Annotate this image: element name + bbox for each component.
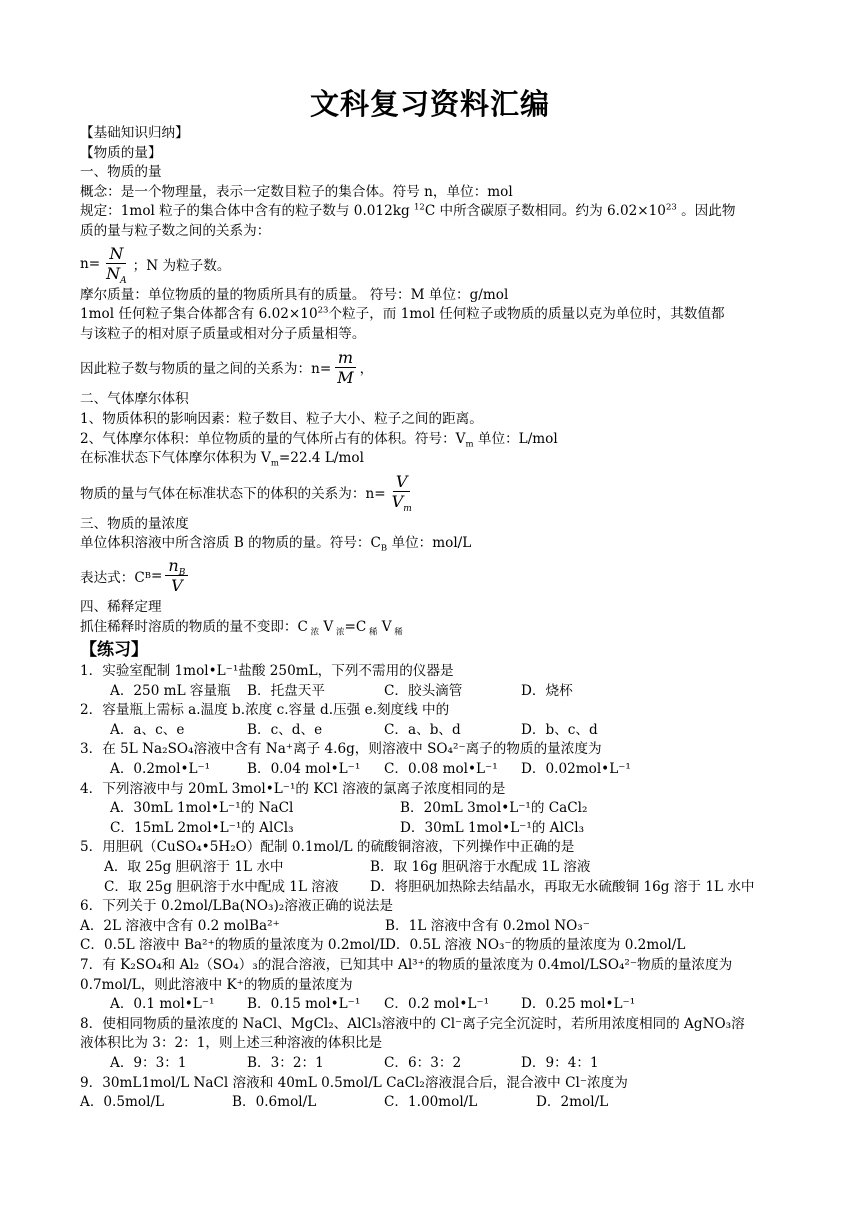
fraction-m-M: $\frac{m}{M}$ xyxy=(334,348,356,387)
question-1: 1．实验室配制 1mol•L⁻¹盐酸 250mL，下列不需用的仪器是 xyxy=(80,663,454,680)
option: B．0.6mol/L xyxy=(232,1094,317,1111)
option: B．取 16g 胆矾溶于水配成 1L 溶液 xyxy=(370,859,591,876)
fraction-v-vm: $\frac{V}{V_m}$ xyxy=(391,472,412,515)
document-title: 文科复习资料汇编 xyxy=(309,87,550,121)
question-5-options xyxy=(80,858,780,897)
option: D．9：4：1 xyxy=(521,1054,599,1071)
question-6-options xyxy=(80,917,780,956)
section-4-title: 四、稀释定理 xyxy=(80,598,162,615)
formula-m-over-M: 因此粒子数与物质的量之间的关系为：n= $\frac{m}{M}$ ， xyxy=(80,347,374,387)
question-1-options xyxy=(80,682,780,702)
option: A．30mL 1mol•L⁻¹的 NaCl xyxy=(110,800,294,817)
option: B．1L 溶液中含有 0.2mol NO₃⁻ xyxy=(385,917,590,934)
section-3-title: 三、物质的量浓度 xyxy=(80,515,189,532)
gas-molar-volume-line: 2、气体摩尔体积：单位物质的量的气体所占有的体积。符号：$V_m$ 单位：L/mol xyxy=(80,430,558,450)
option: D．30mL 1mol•L⁻¹的 AlCl₃ xyxy=(400,819,585,836)
option: A．2L 溶液中含有 0.2 molBa²⁺ xyxy=(80,917,280,934)
option: A．0.1 mol•L⁻¹ xyxy=(110,996,215,1013)
heading-basic-knowledge: 【基础知识归纳】 xyxy=(80,125,189,141)
option: D．0.25 mol•L⁻¹ xyxy=(521,996,636,1013)
question-8-line-2: 液体积比为 3：2：1，则上述三种溶液的体积比是 xyxy=(80,1035,383,1052)
option: C．0.08 mol•L⁻¹ xyxy=(384,761,498,778)
option: A．9：3：1 xyxy=(110,1054,187,1071)
question-2: 2．容量瓶上需标 a.温度 b.浓度 c.容量 d.压强 e.刻度线 中的 xyxy=(80,702,450,719)
option: B．3：2：1 xyxy=(247,1054,324,1071)
question-3-options xyxy=(80,760,780,780)
option: A．250 mL 容量瓶 xyxy=(110,682,231,699)
option: D．0.02mol•L⁻¹ xyxy=(521,761,631,778)
option: C．取 25g 胆矾溶于水中配成 1L 溶液 xyxy=(104,878,339,895)
section-1-title: 一、物质的量 xyxy=(80,164,162,181)
option: C．6：3：2 xyxy=(384,1054,462,1071)
option: C．1.00mol/L xyxy=(384,1094,478,1111)
option: A．0.5mol/L xyxy=(80,1094,165,1111)
formula-n-over-na: n= $\frac{N}{N_A}$ ；N 为粒子数。 xyxy=(80,244,231,287)
formula-cb: 表达式：C B = $\frac{n_B}{V}$ xyxy=(80,554,780,598)
option: A．a、c、e xyxy=(110,721,185,738)
question-2-options xyxy=(80,721,780,741)
mol-any-particle-line: 1mol 任何粒子集合体都含有 $6.02\times 10^{23}$个粒子，而 1mol 任何粒子或物质的质量以克为单位时，其数值都 xyxy=(80,305,725,323)
option: C．胶头滴管 xyxy=(384,682,463,699)
rule-line: 规定：1mol 粒子的集合体中含有的粒子数与 0.012kg $^{12}$C 中所含碳原子数相同。约为 $6.02\times 10^{23}$ 。因此物 xyxy=(80,202,736,220)
option: B．托盘天平 xyxy=(247,682,325,699)
option: C．a、b、d xyxy=(384,721,461,738)
concentration-def-line: 单位体积溶液中所含溶质 B 的物质的量。符号：$C_B$ 单位：mol/L xyxy=(80,535,472,555)
question-8-options xyxy=(80,1054,780,1074)
option: B．0.04 mol•L⁻¹ xyxy=(247,761,361,778)
question-6: 6．下列关于 0.2mol/LBa(NO₃)₂溶液正确的说法是 xyxy=(80,898,393,915)
option: A．取 25g 胆矾溶于 1L 水中 xyxy=(104,859,284,876)
question-9-options xyxy=(80,1093,780,1113)
fraction-n-na: $\frac{N}{N_A}$ xyxy=(106,244,127,287)
concept-line: 概念：是一个物理量，表示一定数目粒子的集合体。符号 n，单位：mol xyxy=(80,183,513,200)
question-4-options xyxy=(80,799,780,838)
formula-v-over-vm: 物质的量与气体在标准状态下的体积的关系为：n= $\frac{V}{V_m}$ xyxy=(80,469,780,515)
option: C．0.2 mol•L⁻¹ xyxy=(384,996,490,1013)
question-7-options xyxy=(80,995,780,1015)
option: B．20mL 3mol•L⁻¹的 CaCl₂ xyxy=(400,800,588,817)
mol-any-particle-line-2: 与该粒子的相对原子质量或相对分子质量相等。 xyxy=(80,325,366,342)
heading-amount-of-substance: 【物质的量】 xyxy=(80,144,162,161)
option: C．15mL 2mol•L⁻¹的 AlCl₃ xyxy=(110,819,294,836)
section-2-title: 二、气体摩尔体积 xyxy=(80,391,189,408)
question-5: 5．用胆矾（CuSO₄•5H₂O）配制 0.1mol/L 的硫酸铜溶液，下列操作中正确的是 xyxy=(80,839,575,856)
question-4: 4．下列溶液中与 20mL 3mol•L⁻¹的 KCl 溶液的氯离子浓度相同的是 xyxy=(80,780,506,797)
question-3: 3．在 5L Na₂SO₄溶液中含有 Na⁺离子 4.6g，则溶液中 SO₄²⁻离子的物质的量浓度为 xyxy=(80,741,602,758)
question-7: 7．有 K₂SO₄和 Al₂（SO₄）₃的混合溶液，已知其中 Al³⁺的物质的量浓度为 0.4mol/LSO₄²⁻物质的量浓度为 xyxy=(80,957,733,973)
practice-heading: 【练习】 xyxy=(80,640,148,661)
molar-mass-line: 摩尔质量：单位物质的量的物质所具有的质量。 符号：M 单位：g/mol xyxy=(80,286,509,303)
question-7-line-2: 0.7mol/L，则此溶液中 K⁺的物质的量浓度为 xyxy=(80,976,353,993)
volume-factors-line: 1、物质体积的影响因素：粒子数目、粒子大小、粒子之间的距离。 xyxy=(80,410,483,427)
question-8: 8．使相同物质的量浓度的 NaCl、MgCl₂、AlCl₃溶液中的 Cl⁻离子完全沉淀时，若所用浓度相同的 AgNO₃溶 xyxy=(80,1015,745,1032)
option: B．0.15 mol•L⁻¹ xyxy=(247,996,361,1013)
option: C．0.5L 溶液中 Ba²⁺的物质的量浓度为 0.2mol/L xyxy=(80,937,389,954)
option: B．c、d、e xyxy=(247,721,323,738)
document-page xyxy=(80,84,780,1113)
dilution-line: 抓住稀释时溶质的物质的量不变即：C $_浓$ V $_浓$=C $_稀$ V $_稀$ xyxy=(80,618,403,638)
option: D．0.5L 溶液 NO₃⁻的物质的量浓度为 0.2mol/L xyxy=(385,937,686,954)
option: D．烧杯 xyxy=(521,682,573,699)
option: D．将胆矾加热除去结晶水，再取无水硫酸铜 16g 溶于 1L 水中 xyxy=(370,878,755,895)
question-9: 9．30mL1mol/L NaCl 溶液和 40mL 0.5mol/L CaCl₂溶液混合后，混合液中 Cl⁻浓度为 xyxy=(80,1074,628,1091)
fraction-nb-v: $\frac{n_B}{V}$ xyxy=(165,556,188,595)
rule-line-2: 质的量与粒子数之间的关系为： xyxy=(80,222,271,239)
option: D．2mol/L xyxy=(536,1094,609,1111)
option: D．b、c、d xyxy=(521,721,598,738)
standard-volume-line: 在标准状态下气体摩尔体积为 $V_m=22.4$ L/mol xyxy=(80,450,364,469)
option: A．0.2mol•L⁻¹ xyxy=(110,761,211,778)
